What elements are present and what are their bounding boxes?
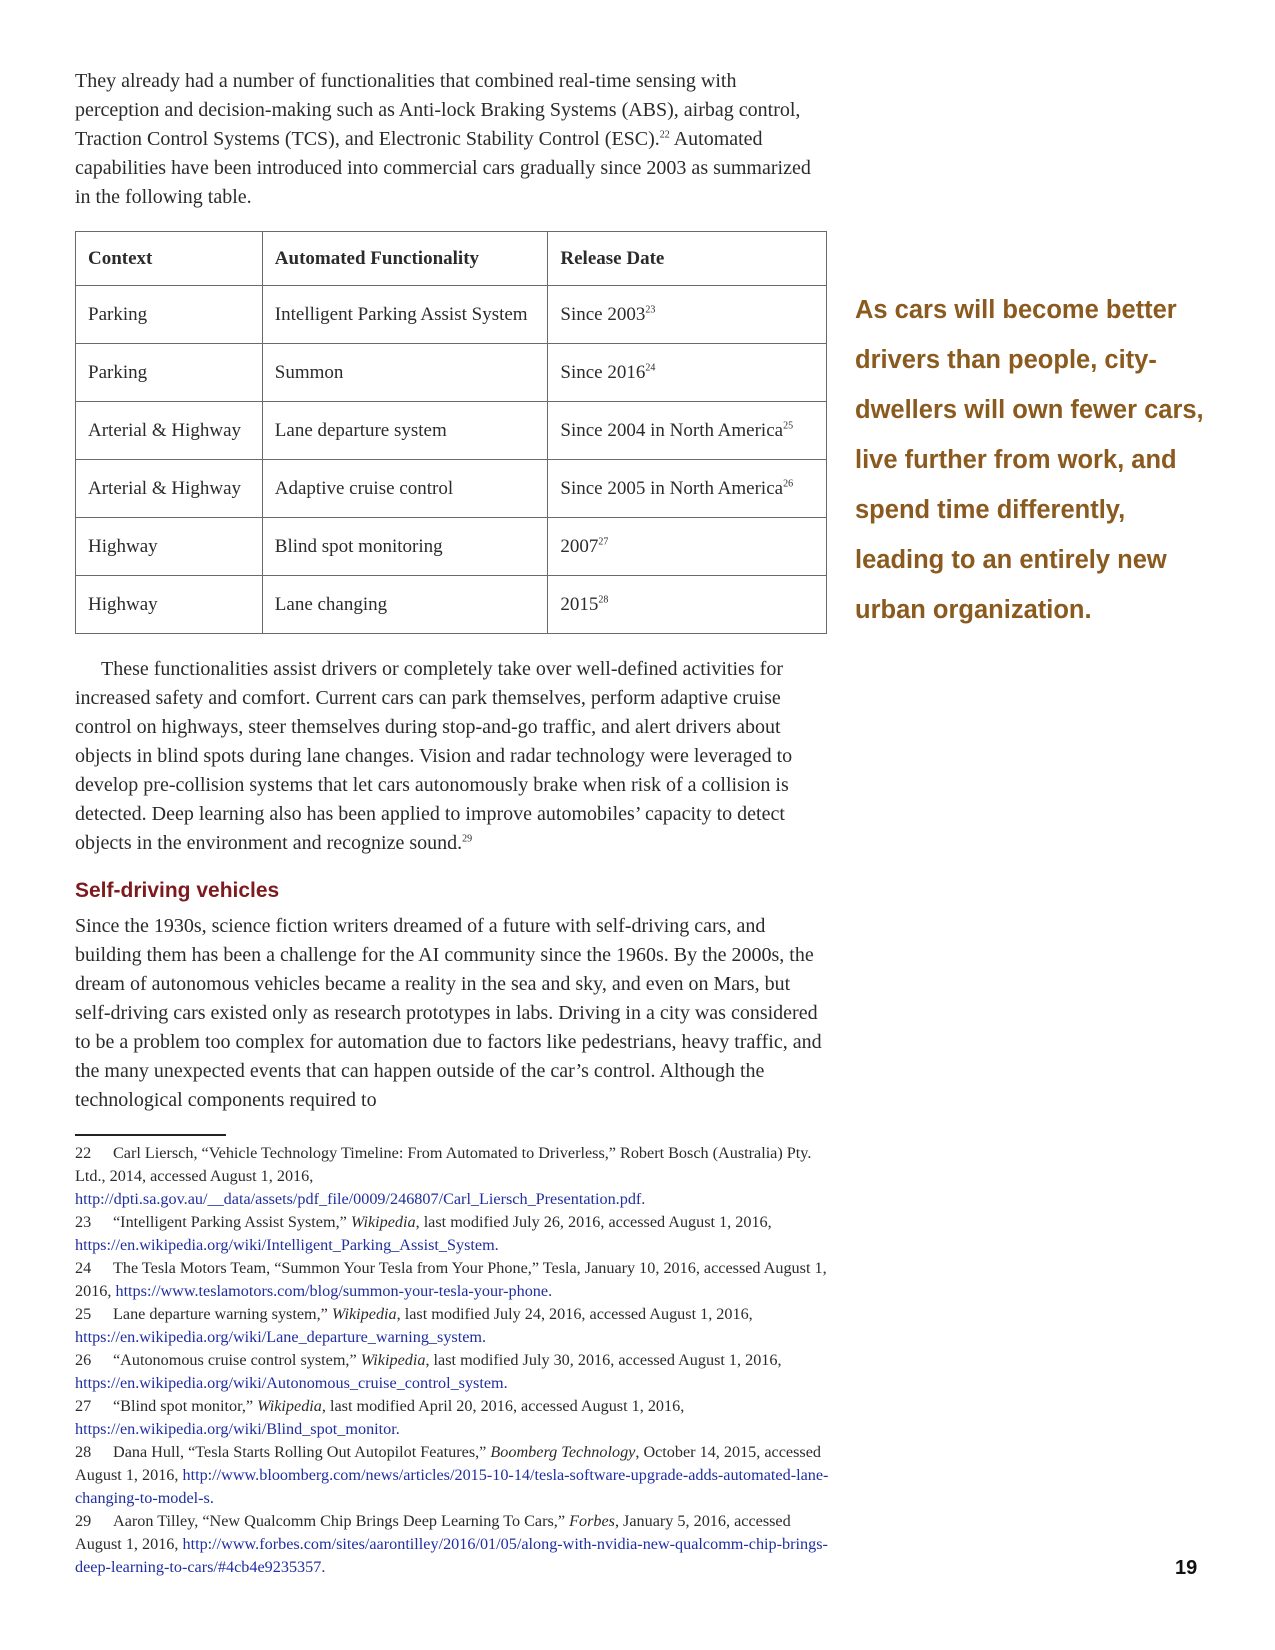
footnote-link[interactable]: http://www.bloomberg.com/news/articles/2015-10-14/tesla-software-upgrade-adds-automated-lane-changing-to-model-s. — [75, 1466, 829, 1507]
table-row — [76, 344, 827, 402]
automation-table — [75, 231, 827, 634]
footnote: 29 Aaron Tilley, “New Qualcomm Chip Brings Deep Learning To Cars,” Forbes, January 5, 2016, accessed August 1, 2016, http://www.forbes.com/sites/aarontilley/2016/01/05/along-with-nvidia-new-qualcomm-chip-brings-deep-learning-to-cars/#4cb4e9235357. — [75, 1512, 828, 1576]
date-cell: Since 2003$^{23}$ — [548, 286, 827, 344]
date-cell: 2007$^{27}$ — [548, 518, 827, 576]
footnote: 23 “Intelligent Parking Assist System,” Wikipedia, last modified July 26, 2016, accessed August 1, 2016, https://en.wikipedia.org/wiki/Intelligent_Parking_Assist_System. — [75, 1213, 772, 1254]
context-cell: Parking — [76, 344, 263, 402]
context-cell: Highway — [76, 518, 263, 576]
intro-paragraph: They already had a number of functionalities that combined real-time sensing with perception and decision-making such as Anti-lock Braking Systems (ABS), airbag control, Traction Control Systems (TCS), and Electronic Stability Control (ESC).$^{22}$ Automated capabilities have been introduced into commercial cars gradually since 2003 as summarized in the following table. — [75, 70, 811, 208]
date-cell: Since 2004 in North America$^{25}$ — [548, 402, 827, 460]
functionality-cell: Intelligent Parking Assist System — [262, 286, 548, 344]
functionality-cell: Adaptive cruise control — [262, 460, 548, 518]
footnote-ref[interactable]: 25 — [783, 420, 794, 432]
page-number: 19 — [1175, 1557, 1198, 1579]
functionality-cell: Summon — [262, 344, 548, 402]
footnote: 27 “Blind spot monitor,” Wikipedia, last modified April 20, 2016, accessed August 1, 2016, https://en.wikipedia.org/wiki/Blind_spot_monitor. — [75, 1397, 685, 1438]
functionality-cell: Blind spot monitoring — [262, 518, 548, 576]
footnote: 26 “Autonomous cruise control system,” Wikipedia, last modified July 30, 2016, accessed August 1, 2016, https://en.wikipedia.org/wiki/Autonomous_cruise_control_system. — [75, 1351, 782, 1392]
footnote: 28 Dana Hull, “Tesla Starts Rolling Out Autopilot Features,” Boomberg Technology, October 14, 2015, accessed August 1, 2016, http://www.bloomberg.com/news/articles/2015-10-14/tesla-software-upgrade-adds-automated-lane-changing-to-model-s. — [75, 1443, 829, 1507]
table-row — [76, 402, 827, 460]
functionality-cell: Lane departure system — [262, 402, 548, 460]
context-cell: Arterial & Highway — [76, 460, 263, 518]
footnote-link[interactable]: https://www.teslamotors.com/blog/summon-your-tesla-your-phone. — [115, 1282, 553, 1300]
footnote-link[interactable]: http://www.forbes.com/sites/aarontilley/2016/01/05/along-with-nvidia-new-qualcomm-chip-brings-deep-learning-to-cars/#4cb4e9235357. — [75, 1535, 828, 1576]
date-cell: Since 2005 in North America$^{26}$ — [548, 460, 827, 518]
footnote-link[interactable]: https://en.wikipedia.org/wiki/Intelligent_Parking_Assist_System. — [75, 1236, 499, 1254]
column-header: Automated Functionality — [262, 232, 548, 286]
pull-quote: As cars will become better drivers than people, city-dwellers will own fewer cars, live further from work, and spend time differently, leading to an entirely new urban organization. — [855, 296, 1204, 624]
column-header: Context — [76, 232, 263, 286]
footnote-ref[interactable]: 26 — [783, 478, 794, 490]
footnote-link[interactable]: http://dpti.sa.gov.au/__data/assets/pdf_file/0009/246807/Carl_Liersch_Presentation.pdf. — [75, 1190, 646, 1208]
table-row — [76, 286, 827, 344]
footnotes — [75, 1142, 835, 1579]
section-paragraph: Since the 1930s, science fiction writers dreamed of a future with self-driving cars, and building them has been a challenge for the AI community since the 1960s. By the 2000s, the dream of autonomous vehicles became a reality in the sea and sky, and even on Mars, but self-driving cars existed only as research prototypes in labs. Driving in a city was considered to be a problem too complex for automation due to factors like pedestrians, heavy traffic, and the many unexpected events that can happen outside of the car’s control. Although the technological components required to — [75, 915, 822, 1111]
functionality-cell: Lane changing — [262, 576, 548, 634]
footnote: 25 Lane departure warning system,” Wikipedia, last modified July 24, 2016, accessed August 1, 2016, https://en.wikipedia.org/wiki/Lane_departure_warning_system. — [75, 1305, 753, 1346]
body-paragraph: These functionalities assist drivers or completely take over well-defined activities for increased safety and comfort. Current cars can park themselves, perform adaptive cruise control on highways, steer themselves during stop-and-go traffic, and alert drivers about objects in blind spots during lane changes. Vision and radar technology were leveraged to develop pre-collision systems that let cars autonomously brake when risk of a collision is detected. Deep learning also has been applied to improve automobiles’ capacity to detect objects in the environment and recognize sound.$^{29}$ — [75, 658, 793, 854]
footnote-ref[interactable]: 28 — [598, 594, 609, 606]
footnote-link[interactable]: https://en.wikipedia.org/wiki/Autonomous_cruise_control_system. — [75, 1374, 508, 1392]
context-cell: Highway — [76, 576, 263, 634]
footnote-link[interactable]: https://en.wikipedia.org/wiki/Blind_spot_monitor. — [75, 1420, 400, 1438]
footnote-divider — [75, 1134, 226, 1136]
footnote-ref[interactable]: 23 — [645, 304, 656, 316]
date-cell: Since 2016$^{24}$ — [548, 344, 827, 402]
footnote-ref[interactable]: 22 — [659, 129, 670, 141]
footnote-ref[interactable]: 29 — [462, 833, 473, 845]
column-header: Release Date — [548, 232, 827, 286]
table-row — [76, 576, 827, 634]
table-header-row — [76, 232, 827, 286]
section-heading: Self-driving vehicles — [75, 879, 280, 902]
context-cell: Arterial & Highway — [76, 402, 263, 460]
context-cell: Parking — [76, 286, 263, 344]
footnote-link[interactable]: https://en.wikipedia.org/wiki/Lane_departure_warning_system. — [75, 1328, 487, 1346]
footnote-ref[interactable]: 24 — [645, 362, 656, 374]
footnote-ref[interactable]: 27 — [598, 536, 609, 548]
footnote: 24 The Tesla Motors Team, “Summon Your Tesla from Your Phone,” Tesla, January 10, 2016, accessed August 1, 2016, https://www.teslamotors.com/blog/summon-your-tesla-your-phone. — [75, 1259, 827, 1300]
table-row — [76, 460, 827, 518]
footnote: 22 Carl Liersch, “Vehicle Technology Timeline: From Automated to Driverless,” Robert Bosch (Australia) Pty. Ltd., 2014, accessed August 1, 2016, http://dpti.sa.gov.au/__data/assets/pdf_file/0009/246807/Carl_Liersch_Presentation.pdf. — [75, 1144, 812, 1208]
table-row — [76, 518, 827, 576]
date-cell: 2015$^{28}$ — [548, 576, 827, 634]
